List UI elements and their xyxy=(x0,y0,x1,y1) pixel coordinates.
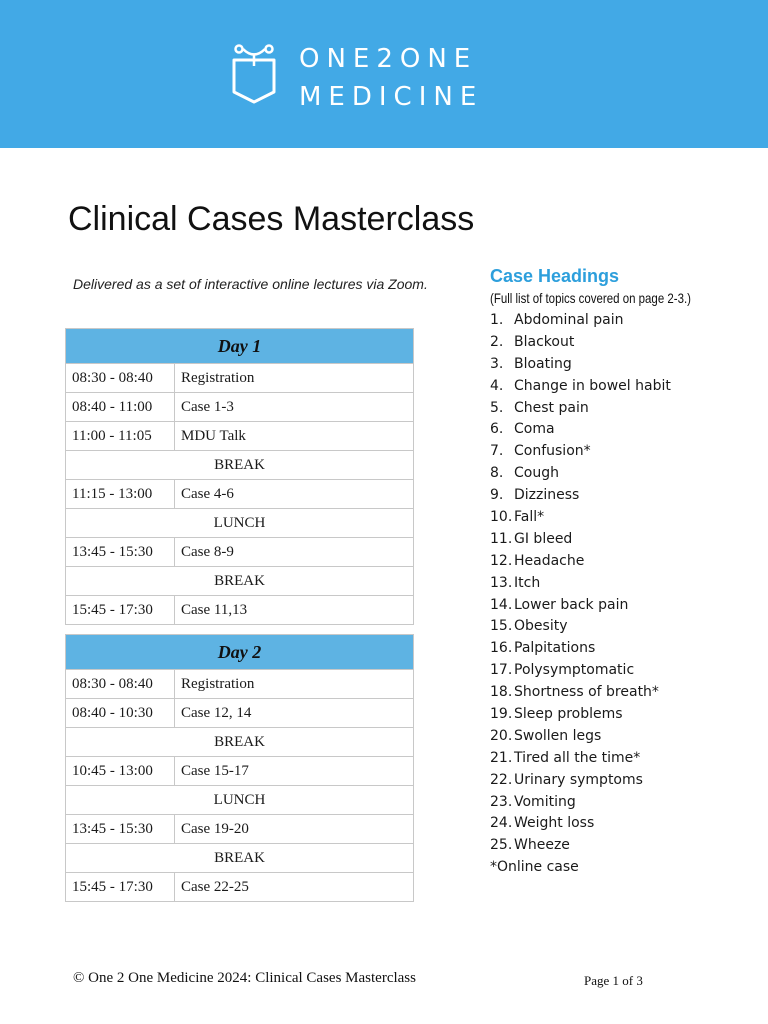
item-text: Headache xyxy=(514,552,585,569)
item-number: 11. xyxy=(490,530,513,547)
activity-cell: Case 22-25 xyxy=(175,873,414,902)
brand-name xyxy=(299,40,483,116)
item-number: 5. xyxy=(490,399,504,416)
list-item xyxy=(490,485,735,507)
activity-cell: Registration xyxy=(175,364,414,393)
item-number: 17. xyxy=(490,662,513,679)
item-number: 22. xyxy=(490,771,513,788)
case-headings xyxy=(490,266,735,879)
item-number: 9. xyxy=(490,487,504,504)
table-row xyxy=(66,786,414,815)
activity-cell: Registration xyxy=(175,670,414,699)
item-number: 4. xyxy=(490,377,504,394)
list-item xyxy=(490,354,735,376)
item-text: Palpitations xyxy=(514,640,596,657)
time-cell: 08:30 - 08:40 xyxy=(66,364,175,393)
list-item xyxy=(490,792,735,814)
brand-line-2: MEDICINE xyxy=(299,82,484,112)
item-text: Vomiting xyxy=(514,793,576,810)
item-text: Swollen legs xyxy=(514,727,602,744)
list-item xyxy=(490,419,735,441)
time-cell: 10:45 - 13:00 xyxy=(66,757,175,786)
item-number: 12. xyxy=(490,552,513,569)
item-text: Cough xyxy=(514,465,559,482)
list-item xyxy=(490,441,735,463)
item-text: GI bleed xyxy=(514,530,573,547)
time-cell: 11:00 - 11:05 xyxy=(66,422,175,451)
item-text: Sleep problems xyxy=(514,706,623,723)
list-item xyxy=(490,332,735,354)
item-number: 20. xyxy=(490,727,513,744)
footer-copyright: © One 2 One Medicine 2024: Clinical Cases Masterclass xyxy=(73,970,416,986)
time-cell: 13:45 - 15:30 xyxy=(66,815,175,844)
item-text: Fall* xyxy=(514,509,545,526)
header-banner xyxy=(0,0,768,148)
list-item xyxy=(490,704,735,726)
list-item xyxy=(490,595,735,617)
topic-list xyxy=(490,310,735,857)
list-item xyxy=(490,463,735,485)
table-row xyxy=(66,393,414,422)
day-header: Day 2 xyxy=(66,635,414,670)
list-item xyxy=(490,529,735,551)
item-text: Lower back pain xyxy=(514,596,629,613)
table-row xyxy=(66,699,414,728)
item-text: Dizziness xyxy=(514,487,580,504)
item-number: 19. xyxy=(490,706,513,723)
item-text: Coma xyxy=(514,421,555,438)
list-item xyxy=(490,616,735,638)
item-number: 21. xyxy=(490,749,513,766)
break-cell: BREAK xyxy=(66,844,414,873)
time-cell: 11:15 - 13:00 xyxy=(66,480,175,509)
list-item xyxy=(490,638,735,660)
day-2-schedule xyxy=(65,634,414,902)
item-number: 25. xyxy=(490,837,513,854)
break-cell: LUNCH xyxy=(66,786,414,815)
case-headings-title: Case Headings xyxy=(490,266,620,286)
list-item xyxy=(490,398,735,420)
item-text: Chest pain xyxy=(514,399,589,416)
table-row xyxy=(66,451,414,480)
activity-cell: Case 11,13 xyxy=(175,596,414,625)
table-row xyxy=(66,873,414,902)
item-text: Abdominal pain xyxy=(514,312,624,328)
item-number: 14. xyxy=(490,596,513,613)
item-number: 15. xyxy=(490,618,513,635)
list-item xyxy=(490,551,735,573)
brand-line-1: ONE2ONE xyxy=(299,44,478,74)
time-cell: 08:40 - 11:00 xyxy=(66,393,175,422)
item-number: 7. xyxy=(490,443,504,460)
item-number: 18. xyxy=(490,684,513,701)
item-text: Weight loss xyxy=(514,815,595,832)
item-number: 13. xyxy=(490,574,513,591)
item-number: 16. xyxy=(490,640,513,657)
table-row xyxy=(66,538,414,567)
table-row xyxy=(66,596,414,625)
table-row xyxy=(66,509,414,538)
item-text: Change in bowel habit xyxy=(514,377,671,394)
list-item xyxy=(490,376,735,398)
day-1-schedule xyxy=(65,328,414,625)
list-item xyxy=(490,770,735,792)
item-number: 3. xyxy=(490,355,504,372)
list-item xyxy=(490,660,735,682)
table-row xyxy=(66,422,414,451)
table-row xyxy=(66,815,414,844)
list-item xyxy=(490,726,735,748)
item-text: Tired all the time* xyxy=(514,749,641,766)
item-number: 23. xyxy=(490,793,513,810)
table-row xyxy=(66,728,414,757)
list-item xyxy=(490,682,735,704)
activity-cell: Case 4-6 xyxy=(175,480,414,509)
list-item xyxy=(490,573,735,595)
list-item xyxy=(490,310,735,332)
case-headings-subtitle: (Full list of topics covered on page 2-3.) xyxy=(490,290,692,306)
activity-cell: Case 8-9 xyxy=(175,538,414,567)
table-row xyxy=(66,757,414,786)
item-text: Urinary symptoms xyxy=(514,771,643,788)
item-text: Obesity xyxy=(514,618,568,635)
list-item xyxy=(490,835,735,857)
list-item xyxy=(490,507,735,529)
item-text: Confusion* xyxy=(514,443,591,460)
page-title: Clinical Cases Masterclass xyxy=(68,200,475,238)
activity-cell: MDU Talk xyxy=(175,422,414,451)
break-cell: BREAK xyxy=(66,567,414,596)
item-text: Bloating xyxy=(514,355,572,372)
page-number: Page 1 of 3 xyxy=(584,973,643,988)
activity-cell: Case 12, 14 xyxy=(175,699,414,728)
table-row xyxy=(66,480,414,509)
time-cell: 15:45 - 17:30 xyxy=(66,873,175,902)
activity-cell: Case 1-3 xyxy=(175,393,414,422)
item-number: 24. xyxy=(490,815,513,832)
time-cell: 08:40 - 10:30 xyxy=(66,699,175,728)
activity-cell: Case 19-20 xyxy=(175,815,414,844)
time-cell: 15:45 - 17:30 xyxy=(66,596,175,625)
time-cell: 13:45 - 15:30 xyxy=(66,538,175,567)
item-number: 8. xyxy=(490,465,504,482)
item-number: 2. xyxy=(490,333,504,350)
list-item xyxy=(490,813,735,835)
item-number: 6. xyxy=(490,421,504,438)
item-number: 10. xyxy=(490,509,513,526)
table-row xyxy=(66,844,414,873)
table-row xyxy=(66,670,414,699)
online-case-note: *Online case xyxy=(490,859,579,876)
item-text: Polysymptomatic xyxy=(514,662,635,679)
break-cell: LUNCH xyxy=(66,509,414,538)
item-text: Blackout xyxy=(514,333,575,350)
item-number: 1. xyxy=(490,312,504,328)
pocket-stethoscope-icon xyxy=(229,40,279,106)
break-cell: BREAK xyxy=(66,728,414,757)
item-text: Shortness of breath* xyxy=(514,684,659,701)
list-item xyxy=(490,748,735,770)
table-row xyxy=(66,364,414,393)
item-text: Itch xyxy=(514,574,541,591)
item-text: Wheeze xyxy=(514,837,570,854)
table-row xyxy=(66,567,414,596)
time-cell: 08:30 - 08:40 xyxy=(66,670,175,699)
activity-cell: Case 15-17 xyxy=(175,757,414,786)
break-cell: BREAK xyxy=(66,451,414,480)
intro-text: Delivered as a set of interactive online lectures via Zoom. xyxy=(73,276,428,292)
day-header: Day 1 xyxy=(66,329,414,364)
